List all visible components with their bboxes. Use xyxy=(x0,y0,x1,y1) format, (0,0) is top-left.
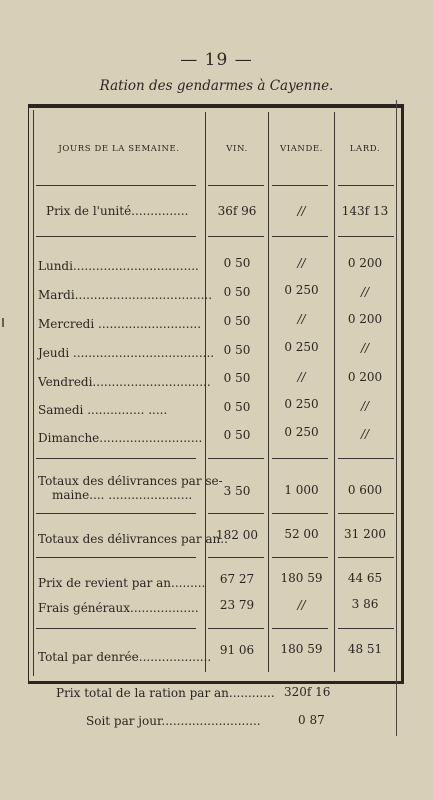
day-vin: 0 50 xyxy=(223,371,251,385)
column-divider xyxy=(334,112,335,672)
day-label: Vendredi............................... xyxy=(38,375,211,389)
overhead-label: Frais généraux.................. xyxy=(38,601,199,615)
header-days: JOURS DE LA SEMAINE. xyxy=(58,144,180,154)
row-divider xyxy=(338,185,394,186)
day-vin: 0 50 xyxy=(223,343,251,357)
overhead-viande: // xyxy=(297,598,306,612)
weekly-totals-vin: 3 50 xyxy=(223,484,251,498)
day-label: Mercredi ........................... xyxy=(38,317,202,331)
unit-price-label: Prix de l'unité............... xyxy=(46,204,189,218)
day-vin: 0 50 xyxy=(223,428,251,442)
day-lard: 0 200 xyxy=(347,256,383,270)
yearly-totals-viande: 52 00 xyxy=(284,527,319,541)
page-number: — 19 — xyxy=(180,50,253,70)
row-divider xyxy=(208,236,264,237)
day-lard: // xyxy=(360,341,370,355)
cost-price-viande: 180 59 xyxy=(280,571,323,585)
unit-price-lard: 143f 13 xyxy=(341,204,389,218)
day-lard: // xyxy=(360,285,370,299)
day-viande: 0 250 xyxy=(284,397,319,411)
page-margin-rule xyxy=(396,100,397,736)
table-inner-border xyxy=(33,110,34,676)
weekly-totals-viande: 1 000 xyxy=(284,483,319,497)
weekly-totals-lard: 0 600 xyxy=(347,483,383,497)
yearly-totals-lard: 31 200 xyxy=(344,527,386,541)
day-vin: 0 50 xyxy=(223,400,251,414)
row-divider xyxy=(338,628,394,629)
row-divider xyxy=(272,628,328,629)
day-lard: 0 200 xyxy=(347,370,383,384)
cost-price-label: Prix de revient par an......... xyxy=(38,576,206,590)
cost-price-lard: 44 65 xyxy=(347,571,383,585)
overhead-vin: 23 79 xyxy=(219,598,255,612)
day-viande: // xyxy=(297,370,306,384)
row-divider xyxy=(36,185,196,186)
day-viande: // xyxy=(297,256,306,270)
row-divider xyxy=(272,513,328,514)
row-divider xyxy=(272,236,328,237)
total-ration-value: 320f 16 xyxy=(284,685,331,699)
pencil-mark xyxy=(2,318,4,327)
header-viande: VIANDE. xyxy=(280,144,323,154)
total-by-item-viande: 180 59 xyxy=(280,642,323,656)
row-divider xyxy=(36,628,196,629)
day-vin: 0 50 xyxy=(223,314,251,328)
row-divider xyxy=(272,458,328,459)
total-by-item-lard: 48 51 xyxy=(347,642,383,656)
day-viande: // xyxy=(297,312,306,326)
row-divider xyxy=(36,236,196,237)
day-label: Lundi................................. xyxy=(38,259,199,273)
day-label: Mardi.................................... xyxy=(38,288,213,302)
row-divider xyxy=(208,557,264,558)
yearly-totals-vin: 182 00 xyxy=(216,528,258,542)
header-lard: LARD. xyxy=(349,144,381,154)
row-divider xyxy=(272,185,328,186)
day-lard: 0 200 xyxy=(347,312,383,326)
row-divider xyxy=(36,513,196,514)
day-viande: 0 250 xyxy=(284,283,319,297)
total-by-item-vin: 91 06 xyxy=(219,643,255,657)
day-viande: 0 250 xyxy=(284,340,319,354)
per-day-label: Soit par jour.......................... xyxy=(86,714,261,728)
unit-price-viande: // xyxy=(297,204,306,218)
day-label: Jeudi ..................................... xyxy=(38,346,215,360)
header-vin: VIN. xyxy=(226,144,248,154)
weekly-totals-label-line1: Totaux des délivrances par se- xyxy=(38,474,223,488)
per-day-value: 0 87 xyxy=(298,713,325,727)
day-lard: // xyxy=(360,427,370,441)
row-divider xyxy=(208,513,264,514)
row-divider xyxy=(338,513,394,514)
day-vin: 0 50 xyxy=(223,256,251,270)
unit-price-vin: 36f 96 xyxy=(217,204,257,218)
row-divider xyxy=(208,628,264,629)
row-divider xyxy=(338,557,394,558)
day-vin: 0 50 xyxy=(223,285,251,299)
row-divider xyxy=(272,557,328,558)
weekly-totals-label-line2: maine.... ...................... xyxy=(52,488,193,502)
yearly-totals-label: Totaux des délivrances par an.. xyxy=(38,532,228,546)
day-label: Dimanche........................... xyxy=(38,431,203,445)
row-divider xyxy=(338,458,394,459)
page-title: Ration des gendarmes à Cayenne. xyxy=(99,78,334,94)
overhead-lard: 3 86 xyxy=(351,597,379,611)
total-by-item-label: Total par denrée................... xyxy=(38,650,212,664)
row-divider xyxy=(36,458,196,459)
row-divider xyxy=(338,236,394,237)
row-divider xyxy=(36,557,196,558)
row-divider xyxy=(208,185,264,186)
cost-price-vin: 67 27 xyxy=(219,572,255,586)
day-lard: // xyxy=(360,399,370,413)
row-divider xyxy=(208,458,264,459)
total-ration-label: Prix total de la ration par an............ xyxy=(56,686,275,700)
day-label: Samedi ............... ..... xyxy=(38,403,168,417)
day-viande: 0 250 xyxy=(284,425,319,439)
column-divider xyxy=(268,112,269,672)
